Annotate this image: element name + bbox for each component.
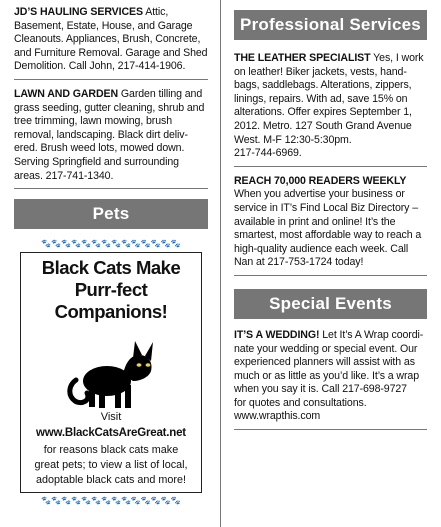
ad-text: Basement, Estate, House, and Garage: [14, 19, 193, 32]
ad-text: smartest, most affordable way to reach a: [234, 229, 422, 242]
ad-text: for quotes and consultations.: [234, 396, 367, 409]
ad-text: on leather! Biker jackets, vests, hand-: [234, 65, 407, 78]
ad-text: Garden tilling and: [120, 87, 203, 100]
ad-text: Cleanouts. Appliances, Brush, Concrete,: [14, 33, 201, 46]
ad-heading: THE LEATHER SPECIALIST: [234, 52, 371, 64]
cat-ad-desc: great pets; to view a list of local,: [34, 459, 188, 472]
section-header-special-events: Special Events: [234, 289, 427, 319]
classified-reach-readers: [234, 175, 427, 270]
cat-ad-desc: for reasons black cats make: [43, 444, 179, 457]
ad-text: 2012. Metro. 127 South Grand Avenue: [234, 119, 412, 132]
classified-leather-specialist: [234, 52, 427, 161]
ad-text: Attic,: [145, 6, 169, 18]
ad-divider: [14, 188, 208, 189]
ad-text: Demolition. Call John, 217-414-1906.: [14, 60, 186, 73]
ad-text: and Furniture Removal. Garage and Shed: [14, 46, 208, 59]
ad-text: much or as little as you’d like. It’s a wrap: [234, 369, 419, 382]
ad-heading: LAWN AND GARDEN: [14, 87, 119, 100]
ad-text: Let It’s A Wrap coordi-: [322, 328, 424, 341]
cat-ad-title-2: Purr-fect Companions!: [54, 279, 168, 323]
ad-divider: [234, 275, 427, 276]
section-header-pets: Pets: [14, 199, 208, 229]
ad-heading: JD’S HAULING SERVICES: [14, 6, 143, 18]
black-cat-ad: [20, 252, 202, 493]
column-divider: [220, 0, 221, 527]
ad-text: www.wrapthis.com: [234, 410, 321, 423]
ad-text: ered. Brush weed lots, mowed down.: [14, 142, 185, 155]
ad-text: experienced planners will assist with as: [234, 356, 415, 369]
cat-ad-visit: Visit: [100, 411, 122, 424]
ad-text: linings, repairs. With ad, save 15% on: [234, 92, 408, 105]
ad-divider: [14, 79, 208, 80]
ad-text: Serving Springfield and surrounding: [14, 155, 179, 168]
classified-hauling: [14, 6, 208, 74]
ad-divider: [234, 166, 427, 167]
black-cat-icon: [61, 325, 161, 411]
ad-text: bags, saddlebags. Alterations, zippers,: [234, 79, 412, 92]
ad-text: 217-744-6969.: [234, 147, 302, 160]
ad-text: When you advertise your business or: [234, 188, 405, 201]
paw-print-border-bottom: 🐾🐾🐾🐾🐾🐾🐾🐾🐾🐾🐾🐾🐾🐾: [41, 496, 181, 506]
section-header-professional-services: Professional Services: [234, 10, 427, 40]
ad-text: when you say it is. Call 217-698-9727: [234, 383, 407, 396]
ad-text: service in IT’s Find Local Biz Directory –: [234, 201, 418, 214]
cat-ad-desc: adoptable black cats and more!: [35, 474, 187, 487]
ad-text: Nan at 217-753-1724 today!: [234, 256, 364, 269]
ad-text: areas. 217-741-1340.: [14, 169, 114, 182]
ad-text: alterations. Offer expires September 1,: [234, 106, 412, 119]
ad-text: nate your wedding or special event. Our: [234, 342, 418, 355]
ad-text: removal, landscaping. Black dirt deliv-: [14, 128, 188, 141]
ad-divider: [234, 429, 427, 430]
ad-text: available in print and online! It’s the: [234, 215, 396, 228]
left-column: [14, 0, 208, 506]
ad-text: Yes, I work: [373, 52, 424, 64]
cat-ad-url: www.BlackCatsAreGreat.net: [36, 427, 186, 440]
ad-text: tree trimming, lawn mowing, brush: [14, 115, 173, 128]
right-column: [234, 0, 427, 430]
paw-print-border-top: 🐾🐾🐾🐾🐾🐾🐾🐾🐾🐾🐾🐾🐾🐾: [41, 239, 181, 249]
cat-ad-title-1: Black Cats Make: [41, 257, 181, 279]
classified-wedding: [234, 329, 427, 424]
classified-lawn-garden: [14, 88, 208, 183]
ad-heading: IT’S A WEDDING!: [234, 328, 320, 341]
ad-text: grass seeding, gutter cleaning, shrub and: [14, 101, 205, 114]
ad-text: West. M-F 12:30-5:30pm.: [234, 133, 352, 146]
ad-heading: REACH 70,000 READERS WEEKLY: [234, 174, 407, 187]
ad-text: high-quality audience each week. Call: [234, 242, 409, 255]
